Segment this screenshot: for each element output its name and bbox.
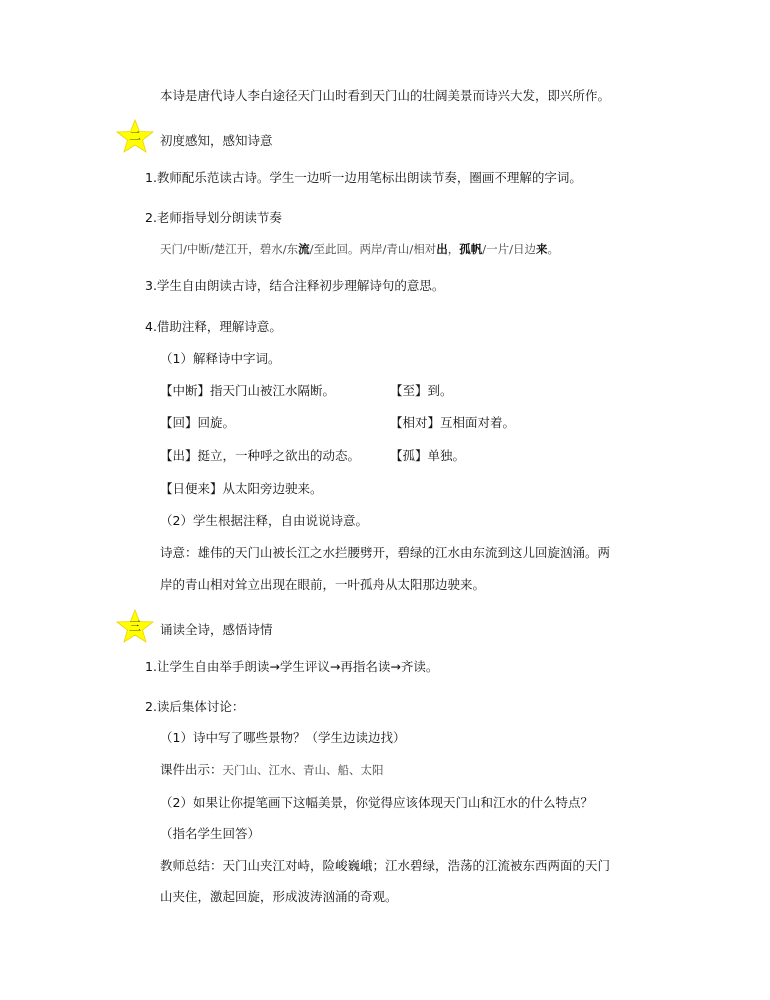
section-3-step-2: 2.读后集体讨论： [145,699,245,714]
sub-step-2: （2）学生根据注释，自由说说诗意。 [160,513,368,528]
courseware-label: 课件出示： [160,762,223,777]
rhythm-part-5: 。 [547,242,559,256]
section-2-number: 二 [128,129,141,143]
question-1: （1）诗中写了哪些景物？（学生边读边找） [160,730,406,745]
gloss-right-1: 【至】到。 [390,383,453,398]
section-2-step-2: 2.老师指导划分朗读节奏 [145,210,282,225]
section-2-title: 初度感知，感知诗意 [160,133,273,148]
section-3-title: 诵读全诗，感悟诗情 [160,622,273,637]
gloss-left-1: 【中断】指天门山被江水隔断。 [160,383,336,398]
question-2-note: （指名学生回答） [160,826,261,841]
section-2-step-1: 1.教师配乐范读古诗。学生一边听一边用笔标出朗读节奏，圈画不理解的字词。 [145,170,582,185]
meaning-line-1: 诗意：雄伟的天门山被长江之水拦腰劈开，碧绿的江水由东流到这儿回旋汹涌。两 [160,545,611,560]
rhythm-part-4: /一片/日边 [482,242,536,256]
section-2-step-3: 3.学生自由朗读古诗，结合注释初步理解诗句的意思。 [145,278,445,293]
gloss-left-2: 【回】回旋。 [160,415,236,430]
rhythm-part-2: /至此回。两岸/青山/相对 [309,242,437,256]
rhythm-bold-2: 出 [436,242,448,256]
rhythm-bold-4: 来 [536,242,548,256]
courseware-show-line [160,762,384,778]
intro-paragraph: 本诗是唐代诗人李白途径天门山时看到天门山的壮阔美景而诗兴大发，即兴所作。 [160,88,611,103]
rhythm-bold-3: 孤帆 [459,242,483,256]
section-3-star-badge [116,609,154,643]
section-2-star-badge [116,119,154,153]
courseware-items: 天门山、江水、青山、船、太阳 [222,763,384,777]
rhythm-bold-1: 流 [298,242,310,256]
gloss-right-2: 【相对】互相面对着。 [390,415,516,430]
section-2-step-4: 4.借助注释，理解诗意。 [145,319,282,334]
rhythm-part-3: ， [447,242,460,256]
section-3-step-1: 1.让学生自由举手朗读→学生评议→再指名读→齐读。 [145,659,439,674]
sub-step-1: （1）解释诗中字词。 [160,351,281,366]
gloss-right-3: 【孤】单独。 [390,448,466,463]
rhythm-line [160,241,559,257]
gloss-last: 【日便来】从太阳旁边驶来。 [160,481,323,496]
section-3-number: 三 [128,619,141,633]
question-2: （2）如果让你提笔画下这幅美景，你觉得应该体现天门山和江水的什么特点？ [160,795,593,810]
meaning-line-2: 岸的青山相对耸立出现在眼前，一叶孤舟从太阳那边驶来。 [160,577,486,592]
teacher-summary-line-2: 山夹住，激起回旋，形成波涛汹涌的奇观。 [160,889,398,904]
teacher-summary-line-1: 教师总结：天门山夹江对峙，险峻巍峨；江水碧绿，浩荡的江流被东西两面的天门 [160,858,611,873]
rhythm-part-1: 天门/中断/楚江开，碧水/东 [160,242,299,256]
gloss-left-3: 【出】挺立，一种呼之欲出的动态。 [160,448,361,463]
